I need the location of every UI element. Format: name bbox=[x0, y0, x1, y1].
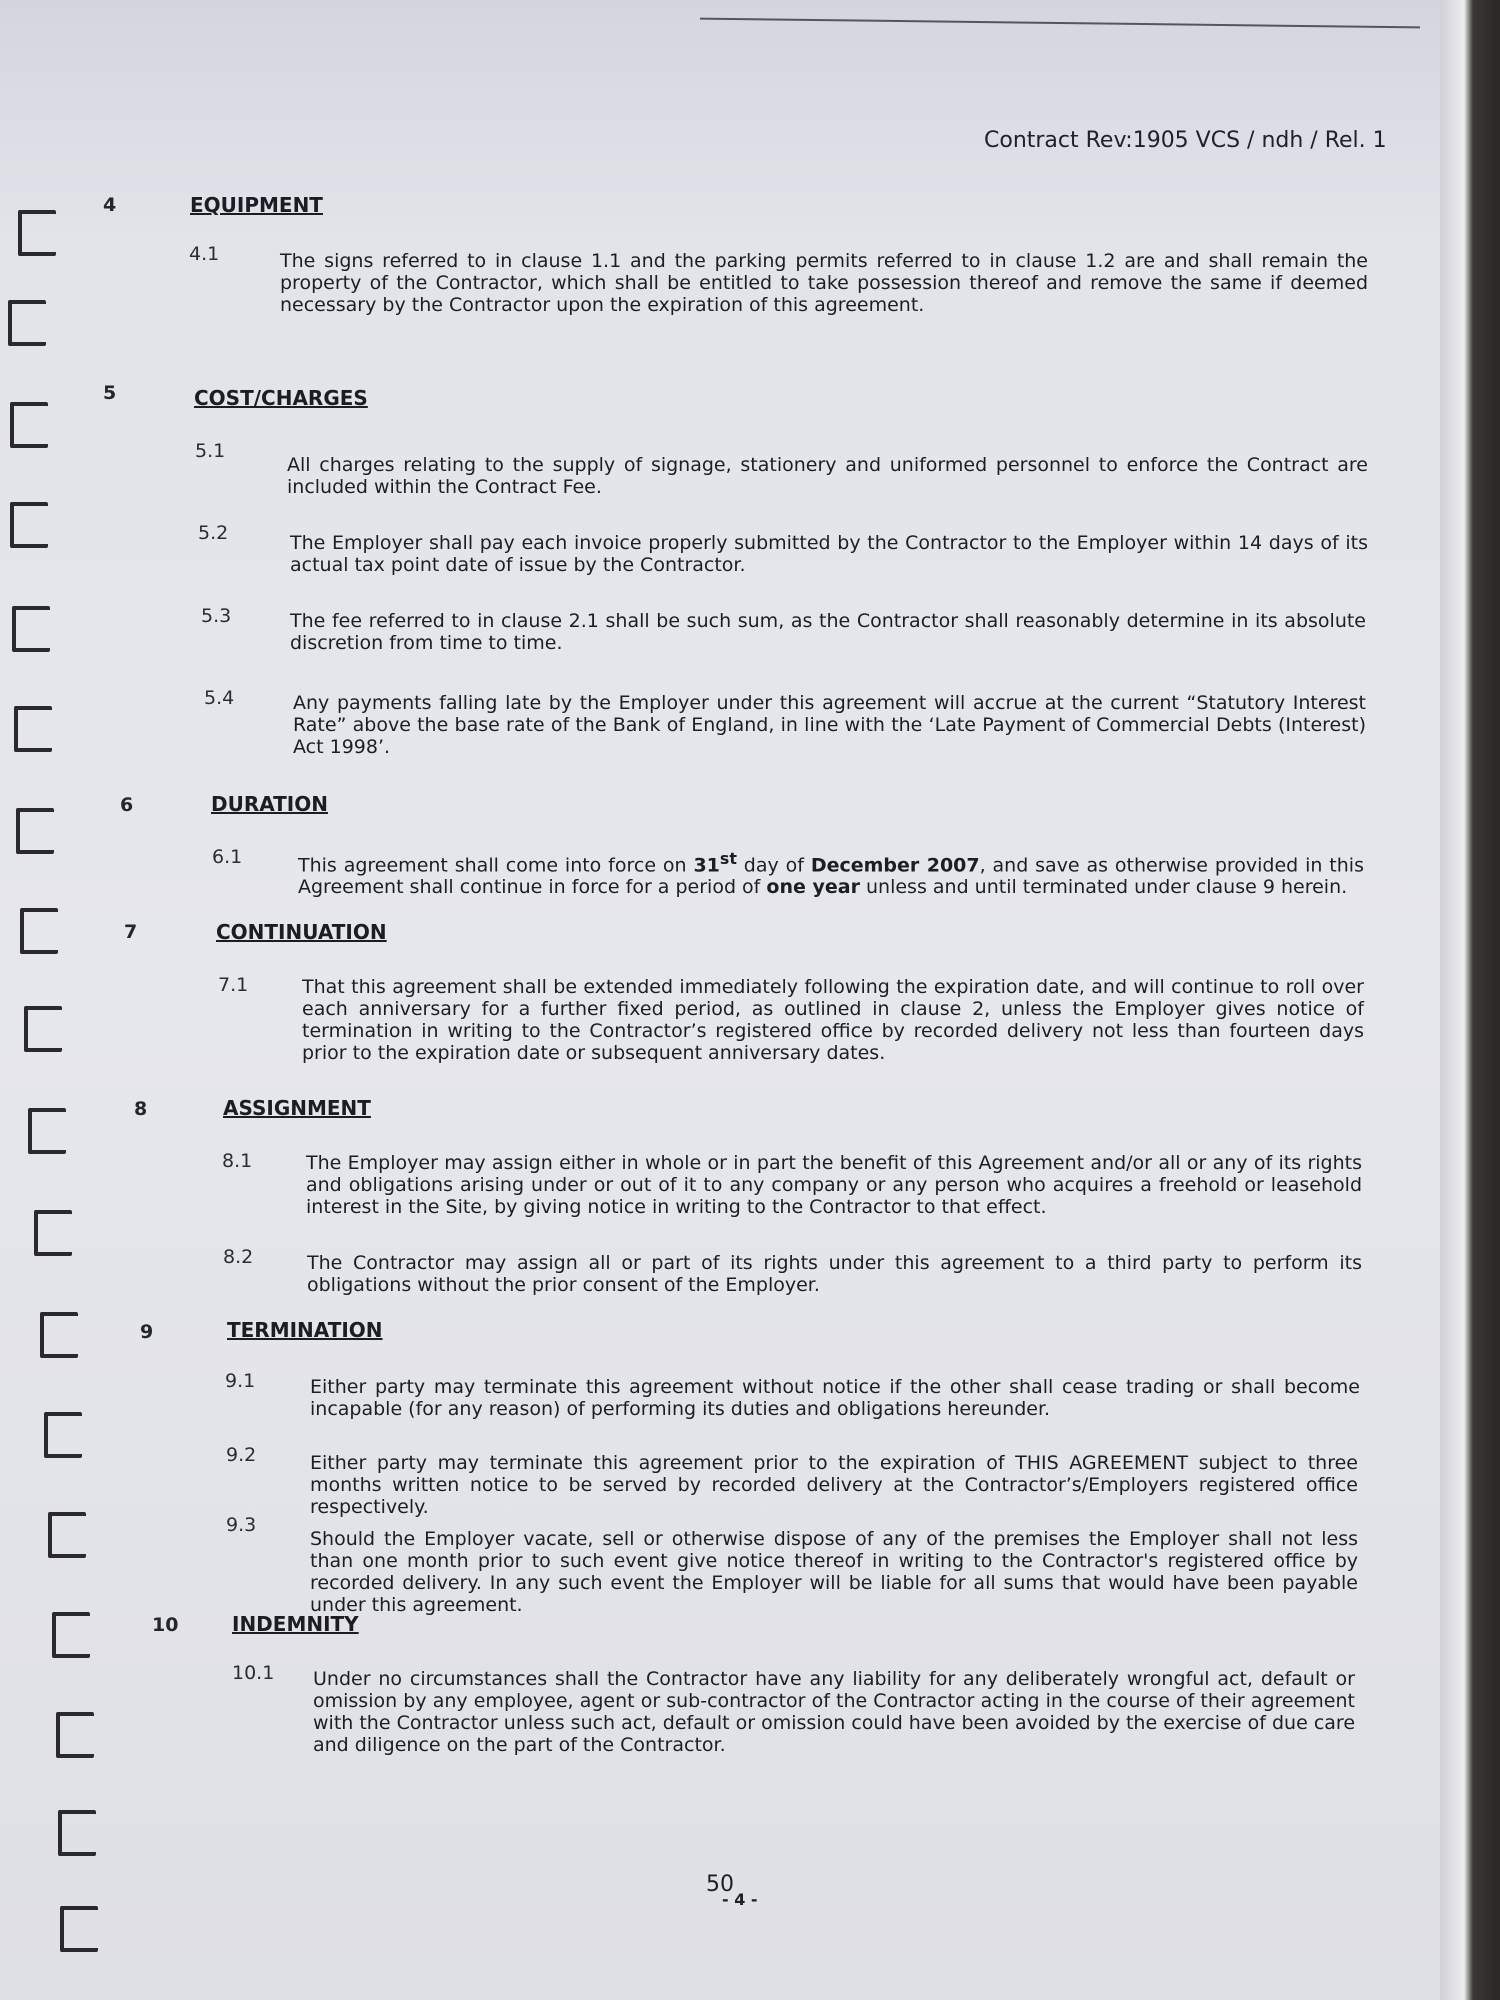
clause-text: This agreement shall come into force on 31st day of December 2007, and save as otherwise provided in this Agreement shall continue in force for a period of one year unless and until terminated under clause 9 herein. bbox=[298, 849, 1364, 899]
section-title: DURATION bbox=[211, 792, 328, 816]
binding-ring bbox=[52, 1612, 90, 1658]
handwritten-page-number: 50 bbox=[706, 1872, 734, 1897]
binding-ring bbox=[60, 1906, 98, 1952]
clause-text: Either party may terminate this agreement prior to the expiration of THIS AGREEMENT subject to three months written notice to be served by recorded delivery at the Contractor’s/Employers registered office respectively. bbox=[310, 1452, 1358, 1518]
binding-ring bbox=[34, 1210, 72, 1256]
clause-number: 8.1 bbox=[222, 1150, 253, 1172]
binding-ring bbox=[20, 908, 58, 954]
binding-ring bbox=[48, 1512, 86, 1558]
section-title: TERMINATION bbox=[227, 1318, 383, 1342]
clause-number: 5.1 bbox=[195, 440, 226, 462]
section-title: CONTINUATION bbox=[216, 920, 387, 944]
clause-number: 4.1 bbox=[189, 243, 220, 265]
clause-text: Either party may terminate this agreement without notice if the other shall cease trading or shall become incapable (for any reason) of performing its duties and obligations hereunder. bbox=[310, 1376, 1360, 1420]
header-rule bbox=[700, 18, 1420, 29]
section-number: 8 bbox=[134, 1098, 148, 1120]
section-title: INDEMNITY bbox=[232, 1612, 359, 1636]
binding-ring bbox=[40, 1312, 78, 1358]
clause-number: 5.2 bbox=[198, 522, 229, 544]
section-title: EQUIPMENT bbox=[190, 193, 323, 217]
binding-ring bbox=[58, 1810, 96, 1856]
binding-ring bbox=[56, 1712, 94, 1758]
section-number: 6 bbox=[120, 794, 134, 816]
binding-ring bbox=[18, 210, 56, 256]
clause-text: Under no circumstances shall the Contractor have any liability for any deliberately wrongful act, default or omission by any employee, agent or sub-contractor of the Contractor acting in the course of their agreement with the Contractor unless such act, default or omission could have been avoided by the exercise of due care and diligence on the part of the Contractor. bbox=[313, 1668, 1356, 1756]
section-number: 10 bbox=[152, 1614, 179, 1636]
clause-number: 9.3 bbox=[226, 1514, 257, 1536]
clause-text: The Employer shall pay each invoice properly submitted by the Contractor to the Employer within 14 days of its actual tax point date of issue by the Contractor. bbox=[290, 532, 1368, 576]
page-edge-stack bbox=[1440, 0, 1500, 2000]
clause-text: All charges relating to the supply of signage, stationery and uniformed personnel to enforce the Contract are included within the Contract Fee. bbox=[287, 454, 1368, 498]
clause-text: The Contractor may assign all or part of its rights under this agreement to a third party to perform its obligations without the prior consent of the Employer. bbox=[307, 1252, 1362, 1296]
section-number: 7 bbox=[124, 921, 138, 943]
binding-ring bbox=[24, 1006, 62, 1052]
section-title: COST/CHARGES bbox=[194, 386, 368, 410]
clause-text: Any payments falling late by the Employer under this agreement will accrue at the current “Statutory Interest Rate” above the base rate of the Bank of England, in line with the ‘Late Payment of Commercial Debts (Interest) Act 1998’. bbox=[293, 692, 1366, 758]
section-title: ASSIGNMENT bbox=[223, 1096, 371, 1120]
clause-text: The Employer may assign either in whole or in part the benefit of this Agreement and/or all or any of its rights and obligations arising under or out of it to any company or any person who acquires a freehold or leasehold interest in the Site, by giving notice in writing to the Contractor to that effect. bbox=[306, 1152, 1362, 1218]
section-number: 4 bbox=[103, 194, 117, 216]
contract-reference: Contract Rev:1905 VCS / ndh / Rel. 1 bbox=[984, 128, 1387, 153]
clause-text: Should the Employer vacate, sell or otherwise dispose of any of the premises the Employer shall not less than one month prior to such event give notice thereof in writing to the Contractor's registered office by recorded delivery. In any such event the Employer will be liable for all sums that would have been payable under this agreement. bbox=[310, 1528, 1358, 1616]
section-number: 9 bbox=[140, 1321, 154, 1343]
binding-ring bbox=[10, 402, 48, 448]
comb-binding bbox=[0, 190, 90, 1970]
clause-number: 5.3 bbox=[201, 605, 232, 627]
binding-ring bbox=[16, 808, 54, 854]
clause-text: The signs referred to in clause 1.1 and the parking permits referred to in clause 1.2 are and shall remain the property of the Contractor, which shall be entitled to take possession thereof and remove the same if deemed necessary by the Contractor upon the expiration of this agreement. bbox=[280, 250, 1368, 316]
clause-number: 8.2 bbox=[223, 1246, 254, 1268]
binding-ring bbox=[28, 1108, 66, 1154]
clause-text: That this agreement shall be extended immediately following the expiration date, and will continue to roll over each anniversary for a further fixed period, as outlined in clause 2, unless the Employer gives notice of termination in writing to the Contractor’s registered office by recorded delivery not less than fourteen days prior to the expiration date or subsequent anniversary dates. bbox=[302, 976, 1364, 1064]
binding-ring bbox=[14, 706, 52, 752]
clause-number: 5.4 bbox=[204, 687, 235, 709]
binding-ring bbox=[12, 606, 50, 652]
binding-ring bbox=[44, 1412, 82, 1458]
printed-page-number: - 4 - bbox=[722, 1890, 758, 1909]
section-number: 5 bbox=[103, 382, 117, 404]
clause-number: 7.1 bbox=[218, 974, 249, 996]
binding-ring bbox=[10, 502, 48, 548]
clause-number: 9.2 bbox=[226, 1444, 257, 1466]
clause-number: 9.1 bbox=[225, 1370, 256, 1392]
clause-number: 6.1 bbox=[212, 846, 243, 868]
clause-number: 10.1 bbox=[232, 1662, 275, 1684]
binding-ring bbox=[8, 300, 46, 346]
clause-text: The fee referred to in clause 2.1 shall be such sum, as the Contractor shall reasonably determine in its absolute discretion from time to time. bbox=[290, 610, 1366, 654]
